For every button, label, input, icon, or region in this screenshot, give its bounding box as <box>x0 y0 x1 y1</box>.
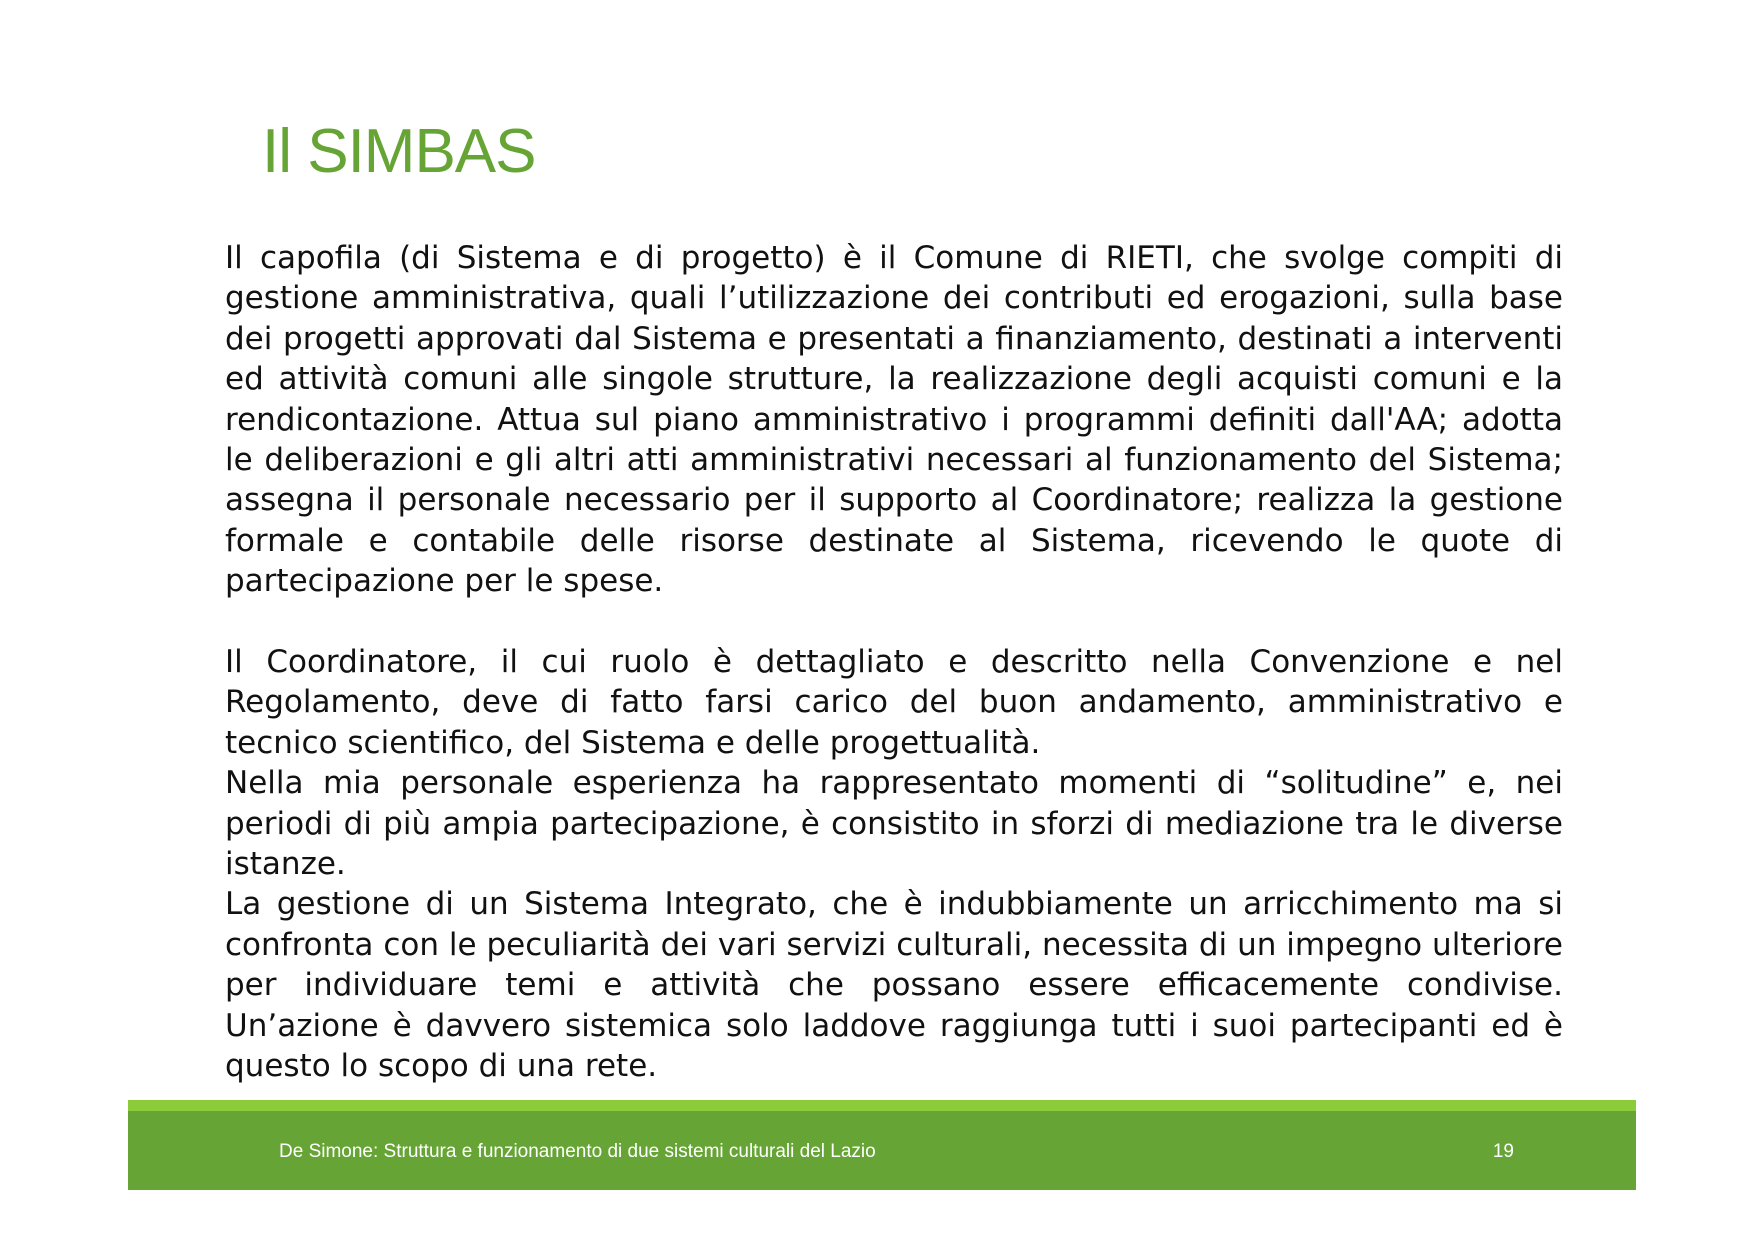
paragraph-esperienza: Nella mia personale esperienza ha rappresentato momenti di “solitudine” e, nei periodi di più ampia partecipazione, è consistito in sforzi di mediazione tra le diverse istanze. <box>225 765 1563 883</box>
paragraph-coordinatore: Il Coordinatore, il cui ruolo è dettagliato e descritto nella Convenzione e nel Regolamento, deve di fatto farsi carico del buon andamento, amministrativo e tecnico scientifico, del Sistema e delle progettualità. <box>225 644 1563 761</box>
footer-accent-stripe <box>128 1100 1636 1111</box>
page-number: 19 <box>1492 1141 1514 1162</box>
slide-title: Il SIMBAS <box>262 117 536 186</box>
slide-body <box>225 238 1563 1087</box>
paragraph-spacer <box>225 602 1563 642</box>
footer-text: De Simone: Struttura e funzionamento di due sistemi culturali del Lazio <box>279 1141 876 1162</box>
paragraph-gestione: La gestione di un Sistema Integrato, che è indubbiamente un arricchimento ma si confronta con le peculiarità dei vari servizi culturali, necessita di un impegno ulteriore per individuare temi e attività che possano essere efficacemente condivise. Un’azione è davvero sistemica solo laddove raggiunga tutti i suoi partecipanti ed è questo lo scopo di una rete. <box>225 886 1563 1085</box>
paragraph-capofila: Il capofila (di Sistema e di progetto) è il Comune di RIETI, che svolge compiti di gestione amministrativa, quali l’utilizzazione dei contributi ed erogazioni, sulla base dei progetti approvati dal Sistema e presentati a finanziamento, destinati a interventi ed attività comuni alle singole strutture, la realizzazione degli acquisti comuni e la rendicontazione. Attua sul piano amministrativo i programmi definiti dall'AA; adotta le deliberazioni e gli altri atti amministrativi necessari al funzionamento del Sistema; assegna il personale necessario per il supporto al Coordinatore; realizza la gestione formale e contabile delle risorse destinate al Sistema, ricevendo le quote di partecipazione per le spese. <box>225 240 1563 600</box>
footer-bar <box>128 1100 1636 1190</box>
